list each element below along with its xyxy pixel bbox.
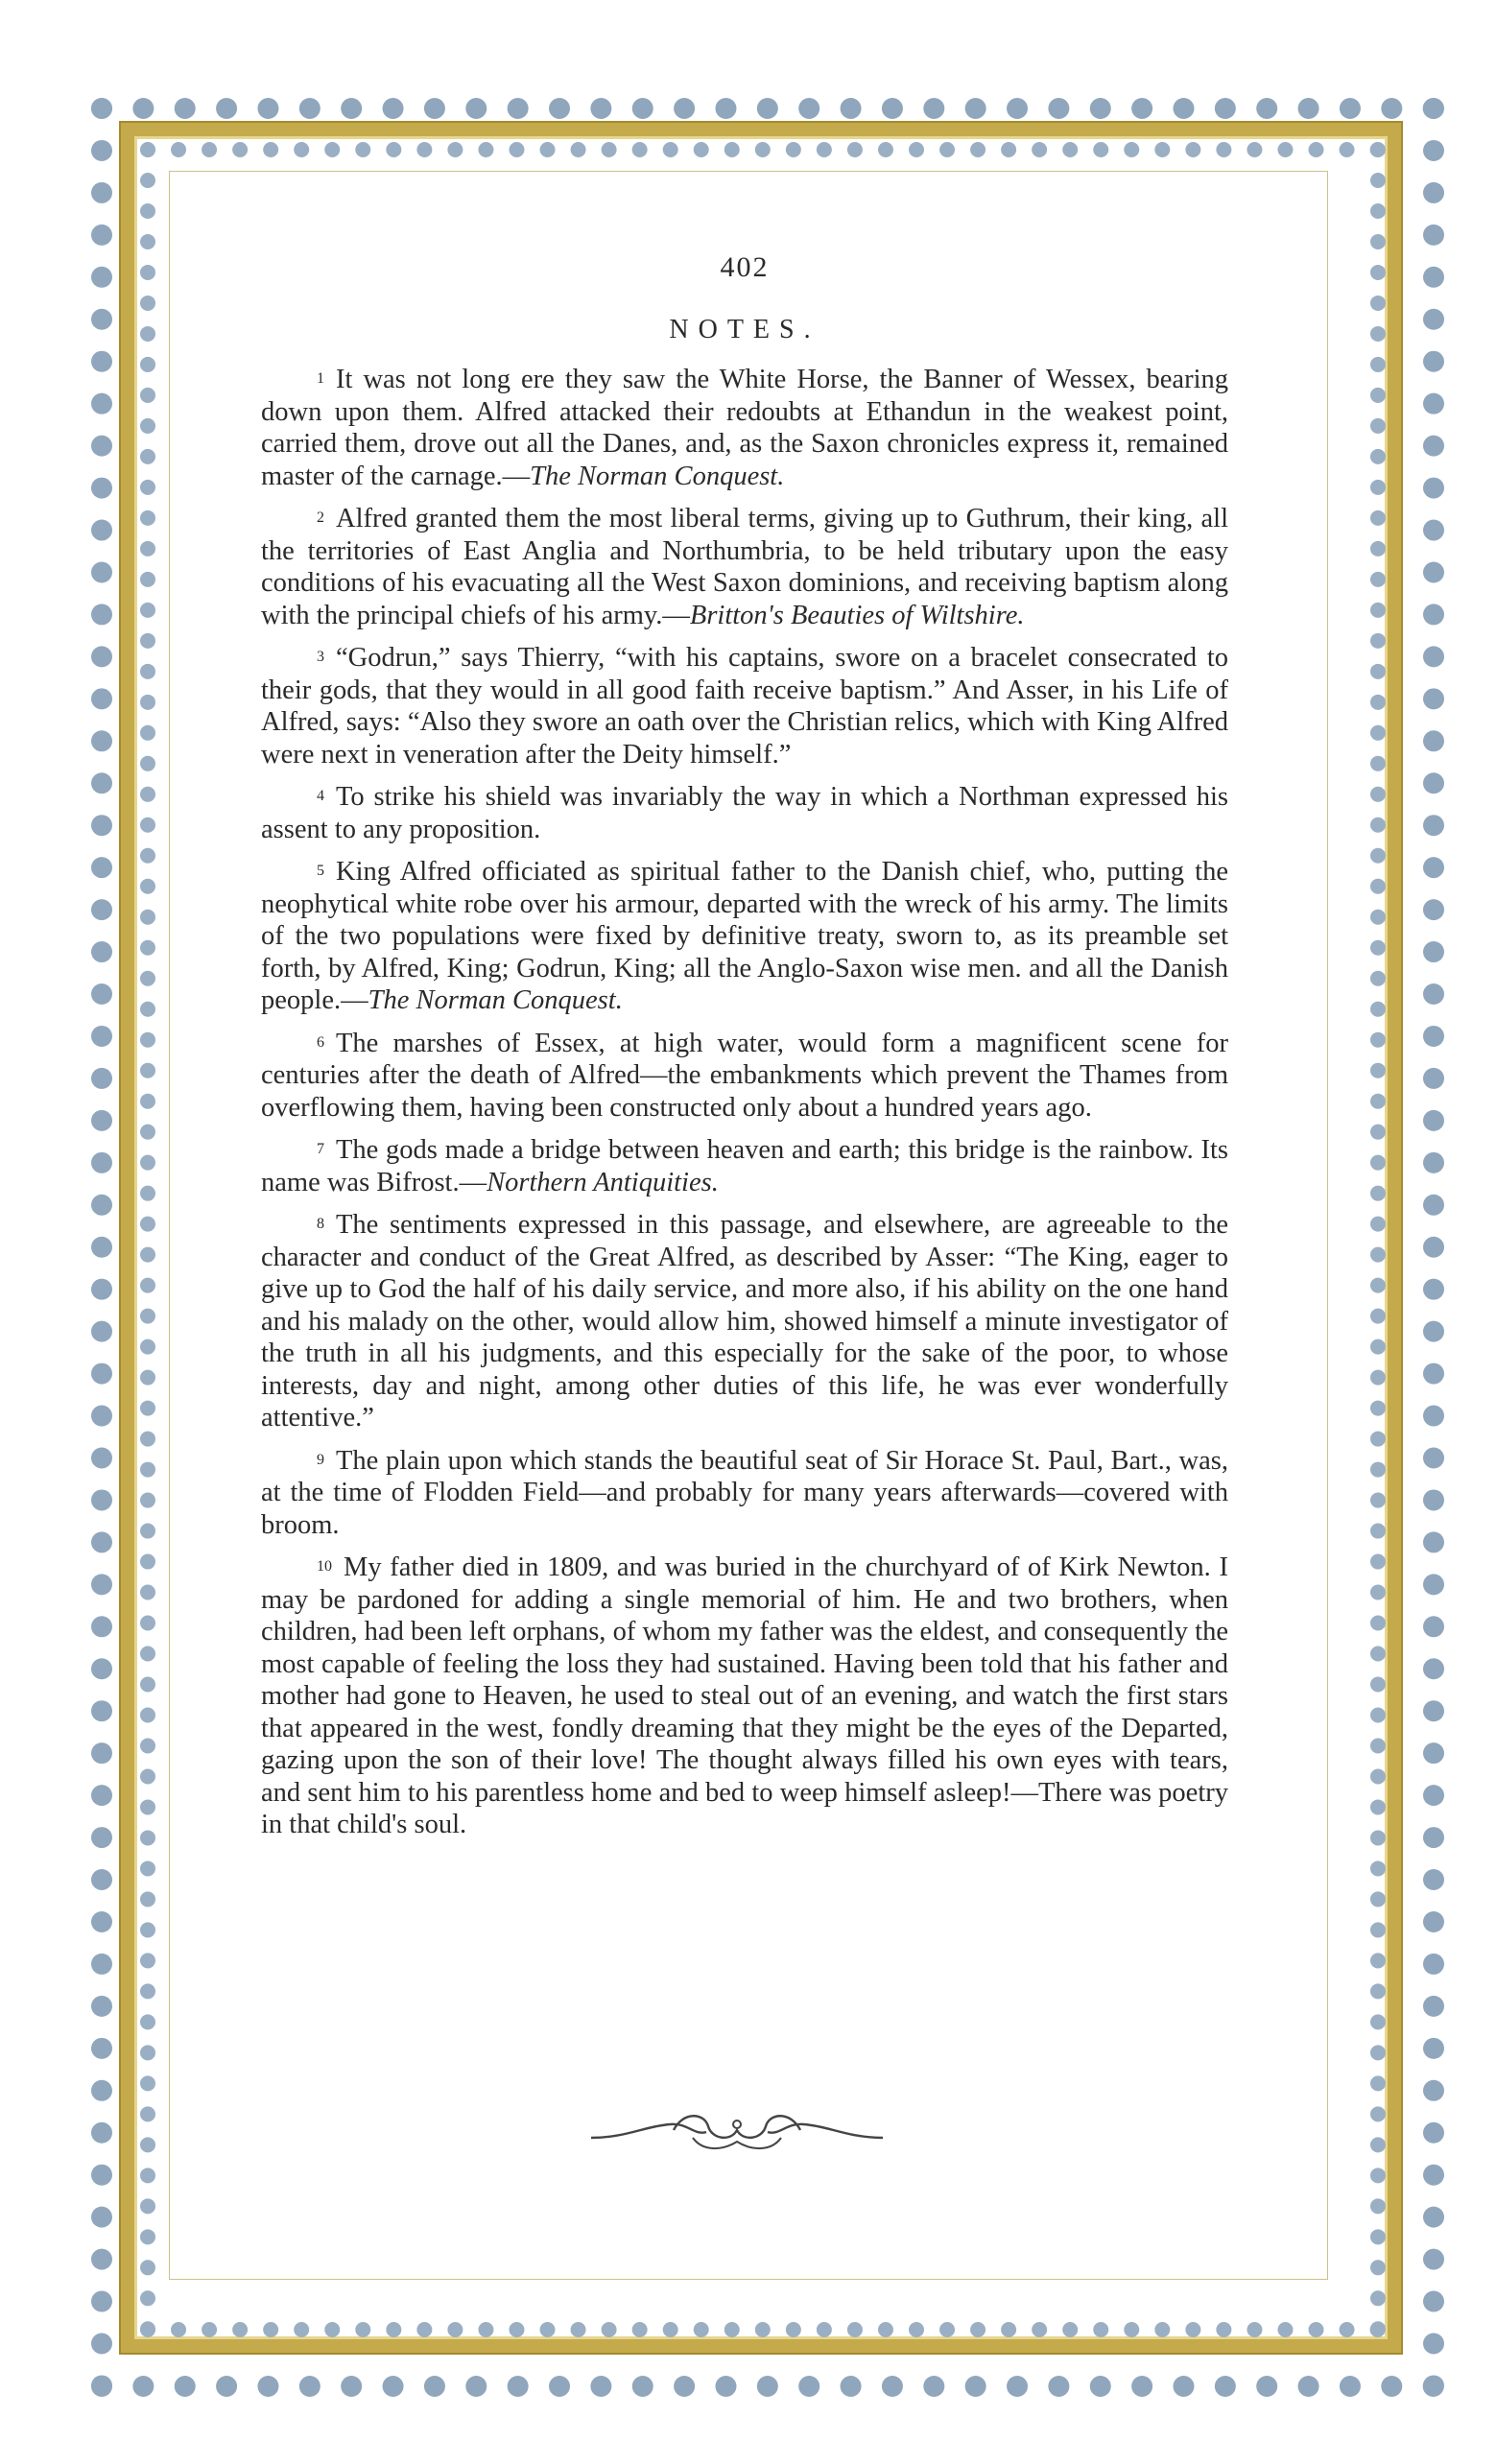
note-source: Northern Antiquities. [487,1167,719,1197]
note-number: 2 [317,509,324,526]
note-1 [261,363,1228,492]
note-5 [261,855,1228,1017]
note-text: “Godrun,” says Thierry, “with his captains, swore on a bracelet consecrated to their gods, that they would in all good faith receive baptism.” And Asser, in his Life of Alfred, says: “Also they swore an oath over the Christian relics, which with King Alfred were next in veneration after the Deity himself.” [261,643,1228,770]
note-number: 8 [317,1216,324,1232]
page-content [261,251,1228,1851]
note-source: The Norman Conquest. [368,985,623,1015]
note-number: 4 [317,788,324,804]
note-number: 10 [317,1558,332,1575]
note-source: Britton's Beauties of Wiltshire. [689,600,1025,630]
note-4 [261,780,1228,845]
note-text: To strike his shield was invariably the way in which a Northman expressed his assent to any proposition. [261,782,1228,844]
section-title: NOTES. [669,315,820,344]
note-number: 6 [317,1033,324,1051]
note-text: King Alfred officiated as spiritual father to the Danish chief, who, putting the neophytical white robe over his armour, departed with the wreck of his army. The limits of the two populations were fixed by definitive treaty, sworn to, as its preamble set forth, by Alfred, King; Godrun, King; all the Anglo-Saxon wise men. and all the Danish people.— [261,857,1228,1015]
note-number: 1 [317,370,324,387]
note-text: The sentiments expressed in this passage, and elsewhere, are agreeable to the character and conduct of the Great Alfred, as described by Asser: “The King, eager to give up to God the half of his daily service, and more also, if his ability on the one hand and his malady on the other, would allow him, showed himself a minute investigator of the truth in all his judgments, and this especially for the sake of the poor, to whose interests, day and night, among other duties of this life, he was ever wonderfully attentive.” [261,1210,1228,1433]
note-number: 9 [317,1451,324,1468]
note-number: 7 [317,1141,324,1157]
note-text: The marshes of Essex, at high water, would form a magnificent scene for centuries after the death of Alfred—the embankments which prevent the Thames from overflowing them, having been constructed only about a hundred years ago. [261,1028,1228,1123]
note-9 [261,1444,1228,1542]
note-7 [261,1133,1228,1198]
note-number: 3 [317,649,324,665]
note-text: The gods made a bridge between heaven and earth; this bridge is the rainbow. Its name was Bifrost.— [261,1135,1228,1197]
note-text: The plain upon which stands the beautiful seat of Sir Horace St. Paul, Bart., was, at the time of Flodden Field—and probably for many years afterwards—covered with broom. [261,1445,1228,1540]
tailpiece-ornament-icon [587,2103,887,2159]
note-number: 5 [317,863,324,879]
note-2 [261,502,1228,631]
note-6 [261,1027,1228,1125]
note-text: Alfred granted them the most liberal terms, giving up to Guthrum, their king, all the territories of East Anglia and Northumbria, to be held tributary upon the easy conditions of his evacuating all the West Saxon dominions, and receiving baptism along with the principal chiefs of his army.— [261,504,1228,630]
note-source: The Norman Conquest. [530,461,785,491]
note-8 [261,1208,1228,1434]
note-text: It was not long ere they saw the White Horse, the Banner of Wessex, bearing down upon them. Alfred attacked their redoubts at Ethandun in the weakest point, carried them, drove out all the Danes, and, as the Saxon chronicles express it, remained master of the carnage.— [261,365,1228,491]
note-10 [261,1551,1228,1841]
note-3 [261,641,1228,770]
note-text: My father died in 1809, and was buried in the churchyard of of Kirk Newton. I may be pardoned for adding a single memorial of him. He and two brothers, when children, had been left orphans, of whom my father was the eldest, and consequently the most capable of feeling the loss they had sustained. Having been told that his father and mother had gone to Heaven, he used to steal out of an evening, and watch the first stars that appeared in the west, fondly dreaming that they might be the eyes of the Departed, gazing upon the son of their love! The thought always filled his own eyes with tears, and sent him to his parentless home and bed to weep himself asleep!—There was poetry in that child's soul. [261,1552,1228,1839]
page-number: 402 [720,251,770,283]
